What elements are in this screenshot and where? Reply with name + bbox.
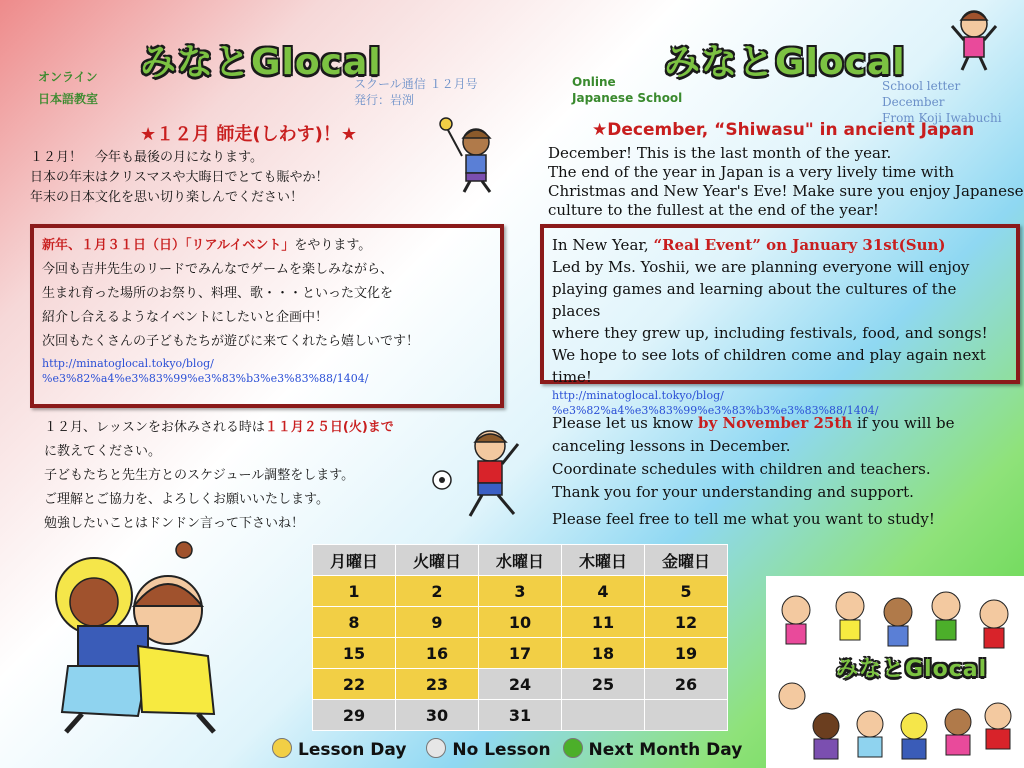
en-notice-deadline: by November 25th (698, 414, 853, 432)
calendar-day-cell (562, 700, 645, 731)
calendar-week-row (313, 607, 728, 638)
en-event-box: In New Year, “Real Event” on January 31st(Sun) Led by Ms. Yoshii, we are planning everyone will enjoy playing games and learning about the cultures of the places where they grew up, including festivals, food, and songs! We hope to see lots of children come and play again next time! http://minatoglocal.tokyo/blog/ %e3%82%a4%e3%83%99%e3%83%b3%e3%83%88/1404/ (540, 224, 1020, 384)
right-logo: みなとGlocal (664, 42, 906, 83)
calendar-day-cell: 29 (313, 700, 396, 731)
calendar-day-cell: 9 (396, 607, 479, 638)
calendar-day-cell: 4 (562, 576, 645, 607)
calendar-week-row (313, 669, 728, 700)
calendar-day-cell: 2 (396, 576, 479, 607)
december-calendar (312, 544, 728, 731)
jp-notice: １２月、レッスンをお休みされる時は１１月２５日(火)まで に教えてください。 子どもたちと先生方とのスケジュール調整をします。 ご理解とご協力を、よろしくお願いいたします。 勉強したいことはドンドン言って下さいね！ (44, 420, 394, 531)
calendar-day-cell: 17 (479, 638, 562, 669)
no-lesson-dot-icon (426, 738, 446, 758)
calendar-day-cell: 5 (645, 576, 728, 607)
calendar-week-row (313, 700, 728, 731)
right-note: School letter December From Koji Iwabuchi (882, 79, 1002, 125)
jp-event-line: 次回もたくさんの子どもたちが遊びに来てくれたら嬉しいです！ (42, 334, 420, 349)
calendar-header-tue: 火曜日 (396, 545, 479, 576)
calendar-day-cell: 15 (313, 638, 396, 669)
legend-lesson-day: Lesson Day (298, 740, 407, 760)
en-notice: Please let us know by November 25th if you will be canceling lessons in December. Coordinate schedules with children and teachers. Thank you for your understanding and support. (552, 414, 955, 501)
jp-event-box: 新年、１月３１日（日）「リアルイベント」をやります。 今回も吉井先生のリードでみんなでゲームを楽しみながら、 生まれ育った場所のお祭り、料理、歌・・・といった文化を 紹介し合えるようなイベントにしたいと企画中！ 次回もたくさんの子どもたちが遊びに来てくれたら嬉しいです！ http://minatoglocal.tokyo/blog/ %e3%82%a4%e3%83%99%e3%83%b3%e3%83%88/1404/ (30, 224, 504, 408)
en-event-link[interactable]: http://minatoglocal.tokyo/blog/ %e3%82%a4%e3%83%99%e3%83%b3%e3%83%88/1404/ (552, 389, 879, 417)
calendar-header-wed: 水曜日 (479, 545, 562, 576)
lesson-dot-icon (272, 738, 292, 758)
en-event-line: playing games and learning about the cultures of the places (552, 280, 957, 320)
character-with-stick-icon (436, 112, 508, 194)
calendar-day-cell: 26 (645, 669, 728, 700)
reading-children-icon (38, 536, 224, 740)
left-logo: みなとGlocal (140, 42, 382, 83)
left-label: オンライン 日本語教室 (38, 70, 99, 106)
en-intro: December! This is the last month of the year. The end of the year in Japan is a very lively time with Christmas and New Year's Eve! Make sure you enjoy Japanese culture to the fullest at the end of the year! (548, 144, 1024, 219)
en-heading: ★December, “Shiwasu" in ancient Japan (592, 120, 975, 140)
calendar-day-cell: 11 (562, 607, 645, 638)
calendar-day-cell: 19 (645, 638, 728, 669)
en-event-line: Led by Ms. Yoshii, we are planning everyone will enjoy (552, 258, 970, 276)
calendar-header-thu: 木曜日 (562, 545, 645, 576)
jp-event-title: 新年、１月３１日（日）「リアルイベント」 (42, 238, 295, 253)
en-event-line: We hope to see lots of children come and play again next time! (552, 346, 986, 386)
soccer-character-icon (430, 424, 530, 528)
calendar-week-row (313, 638, 728, 669)
calendar-day-cell: 30 (396, 700, 479, 731)
jp-event-line: 生まれ育った場所のお祭り、料理、歌・・・といった文化を (42, 286, 394, 301)
en-closing: Please feel free to tell me what you want to study! (552, 510, 935, 528)
calendar-day-cell: 1 (313, 576, 396, 607)
legend-no-lesson: No Lesson (452, 740, 551, 760)
calendar-week-row (313, 576, 728, 607)
jp-intro: １２月！ 今年も最後の月になります。 日本の年末はクリスマスや大晦日でとても賑やか！ 年末の日本文化を思い切り楽しんでください！ (30, 150, 329, 205)
jp-heading: ★１２月 師走(しわす)！★ (140, 124, 357, 145)
calendar-day-cell: 23 (396, 669, 479, 700)
calendar-legend (272, 738, 742, 760)
right-label: Online Japanese School (572, 75, 683, 105)
legend-next-month-day: Next Month Day (588, 740, 743, 760)
calendar-day-cell: 31 (479, 700, 562, 731)
jp-event-line: 紹介し合えるようなイベントにしたいと企画中！ (42, 310, 329, 325)
next-month-dot-icon (563, 738, 583, 758)
en-event-line: where they grew up, including festivals, food, and songs! (552, 324, 988, 342)
calendar-day-cell: 12 (645, 607, 728, 638)
group-children-logo-icon: みなとGlocal (766, 576, 1024, 768)
calendar-day-cell (645, 700, 728, 731)
calendar-day-cell: 8 (313, 607, 396, 638)
left-note: スクール通信 １２月号 発行：岩渕 (354, 77, 478, 107)
calendar-day-cell: 16 (396, 638, 479, 669)
calendar-day-cell: 22 (313, 669, 396, 700)
jp-event-line: 今回も吉井先生のリードでみんなでゲームを楽しみながら、 (42, 262, 394, 277)
jp-notice-deadline: １１月２５日(火)まで (264, 420, 394, 435)
jp-event-link[interactable]: http://minatoglocal.tokyo/blog/ %e3%82%a4%e3%83%99%e3%83%b3%e3%83%88/1404/ (42, 357, 369, 385)
calendar-day-cell: 18 (562, 638, 645, 669)
calendar-header-mon: 月曜日 (313, 545, 396, 576)
calendar-day-cell: 25 (562, 669, 645, 700)
group-children-drawing (766, 576, 1024, 768)
en-event-title: “Real Event” on January 31st(Sun) (653, 236, 946, 254)
calendar-header-fri: 金曜日 (645, 545, 728, 576)
calendar-day-cell: 10 (479, 607, 562, 638)
waving-character-icon (948, 6, 1000, 72)
calendar-day-cell: 3 (479, 576, 562, 607)
calendar-day-cell: 24 (479, 669, 562, 700)
